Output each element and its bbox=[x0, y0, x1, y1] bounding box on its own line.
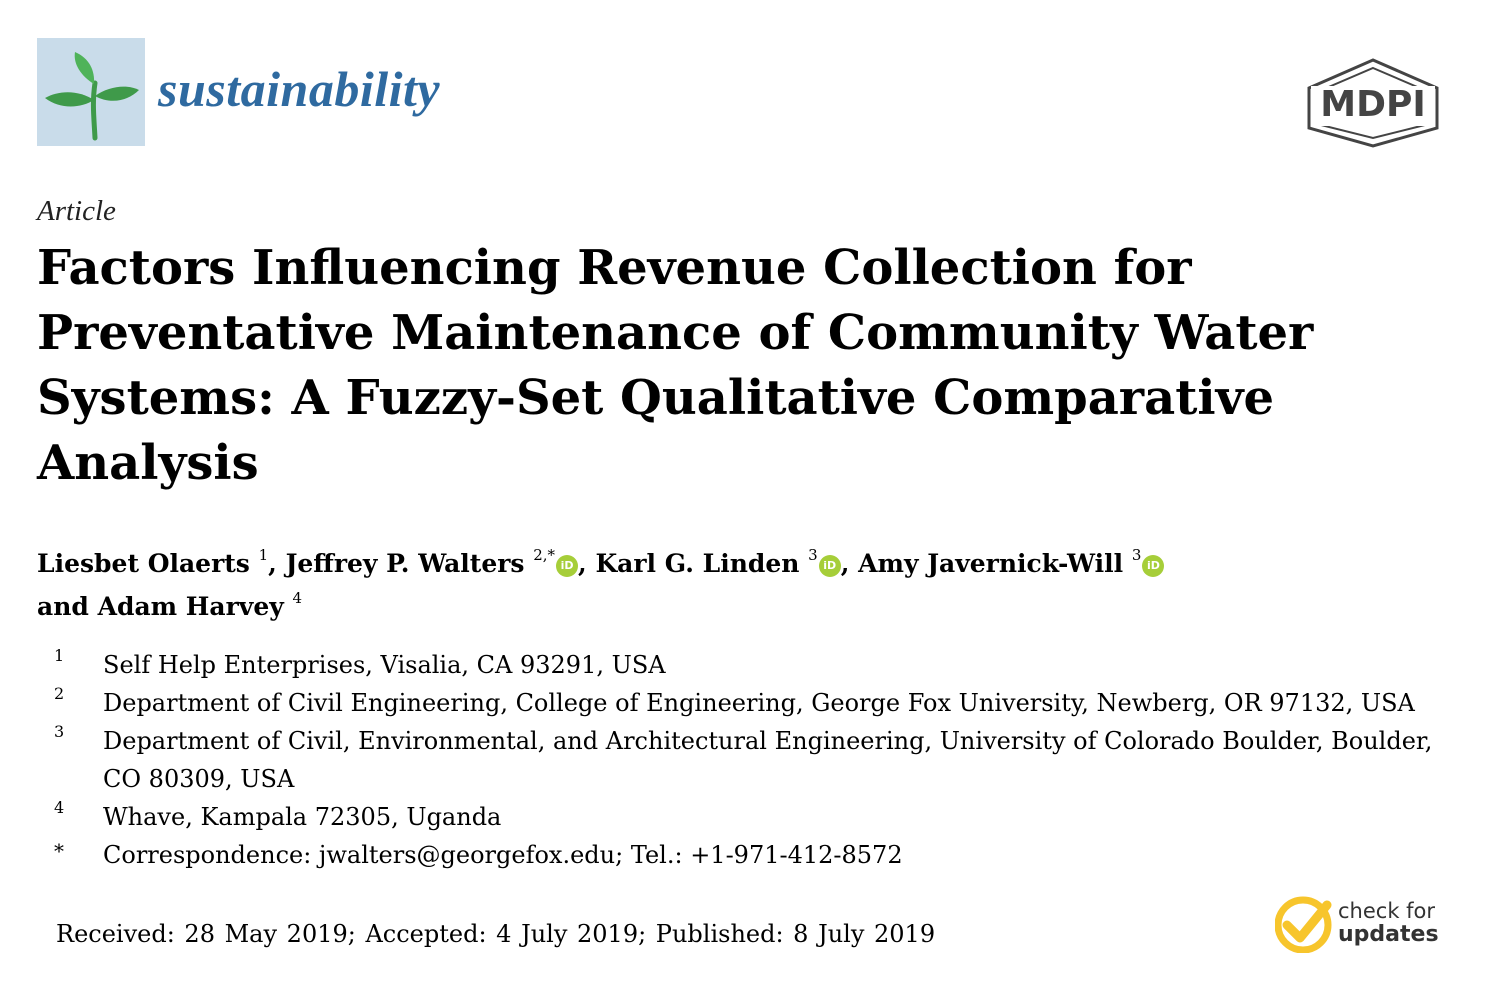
author-conjunction: and bbox=[37, 592, 89, 621]
journal-header bbox=[37, 38, 1457, 158]
orcid-icon[interactable]: iD bbox=[1142, 555, 1164, 577]
journal-logo bbox=[37, 38, 145, 146]
affiliation-text: Department of Civil, Environmental, and Architectural Engineering, University of Colorado Boulder, Boulder, CO 80309, USA bbox=[103, 727, 1433, 793]
article-type: Article bbox=[37, 195, 116, 227]
check-updates-line2: updates bbox=[1338, 922, 1439, 947]
affiliation-list bbox=[50, 646, 1470, 874]
affiliation-text: Department of Civil Engineering, College of Engineering, George Fox University, Newberg, OR 97132, USA bbox=[103, 689, 1415, 717]
check-updates-line1: check for bbox=[1338, 899, 1436, 923]
article-title: Factors Influencing Revenue Collection for Preventative Maintenance of Community Water Systems: A Fuzzy-Set Qualitative Comparative Analysis bbox=[37, 240, 1314, 491]
author-name: Karl G. Linden bbox=[595, 549, 800, 578]
author-name: Liesbet Olaerts bbox=[37, 549, 250, 578]
check-updates-label bbox=[1338, 899, 1439, 947]
author-name: Amy Javernick-Will bbox=[858, 549, 1124, 578]
sprout-icon bbox=[37, 38, 145, 146]
correspondence-marker: * bbox=[54, 839, 64, 863]
orcid-icon[interactable]: iD bbox=[556, 555, 578, 577]
affiliation-number: 2 bbox=[54, 684, 65, 703]
author-name: Jeffrey P. Walters bbox=[285, 549, 525, 578]
correspondence-text: Correspondence: jwalters@georgefox.edu; Tel.: +1-971-412-8572 bbox=[103, 841, 903, 869]
author-affiliation-sup: 3 bbox=[1131, 546, 1142, 564]
affiliation-number: 3 bbox=[54, 722, 65, 741]
affiliation-item bbox=[50, 646, 1470, 684]
author-list: Liesbet Olaerts $^1$, Jeffrey P. Walters $^{2,*}$iD , Karl G. Linden $^3$iD , Amy Javernick-Will $^3$iD and Adam Harvey $^4$ bbox=[37, 542, 1437, 628]
check-for-updates-badge[interactable] bbox=[1275, 895, 1445, 955]
affiliation-item bbox=[50, 722, 1470, 798]
affiliation-number: 1 bbox=[54, 646, 65, 665]
author-affiliation-sup: 3 bbox=[808, 546, 818, 564]
author-affiliation-sup: 2,* bbox=[533, 546, 556, 564]
orcid-icon[interactable]: iD bbox=[819, 555, 841, 577]
author-affiliation-sup: 1 bbox=[258, 546, 269, 564]
affiliation-item bbox=[50, 684, 1470, 722]
checkmark-icon bbox=[1275, 895, 1333, 953]
author-affiliation-sup: 4 bbox=[292, 589, 303, 607]
affiliation-text: Self Help Enterprises, Visalia, CA 93291, USA bbox=[103, 651, 666, 679]
journal-name: sustainability bbox=[158, 61, 441, 117]
publication-dates: Received: 28 May 2019; Accepted: 4 July 2019; Published: 8 July 2019 bbox=[56, 920, 936, 948]
mdpi-logo bbox=[1303, 56, 1443, 152]
affiliation-item bbox=[50, 798, 1470, 836]
mdpi-logo-text: MDPI bbox=[1320, 84, 1426, 125]
affiliation-number: 4 bbox=[54, 798, 65, 817]
author-name: Adam Harvey bbox=[97, 592, 284, 621]
correspondence-item bbox=[50, 836, 1470, 874]
affiliation-text: Whave, Kampala 72305, Uganda bbox=[103, 803, 502, 831]
